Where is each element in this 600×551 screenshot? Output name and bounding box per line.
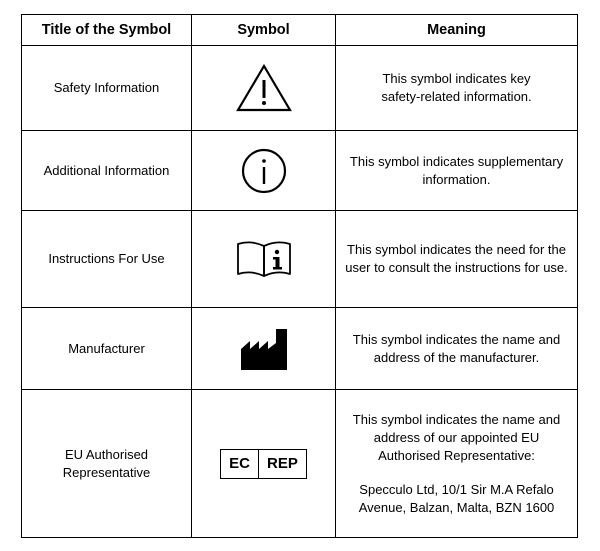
representative-address: Specculo Ltd, 10/1 Sir M.A Refalo Avenue, Balzan, Malta, BZN 1600: [358, 481, 555, 515]
table-row: [22, 390, 578, 538]
ec-rep-icon: [220, 449, 307, 479]
row-symbol: [192, 390, 336, 538]
row-title: Manufacturer: [22, 308, 192, 390]
table-row: [22, 308, 578, 390]
row-meaning-cell: [336, 390, 578, 538]
info-circle-icon: [240, 147, 288, 195]
row-symbol: [192, 46, 336, 131]
row-title: EU Authorised Representative: [22, 390, 192, 538]
row-title: Additional Information: [22, 131, 192, 211]
header-title: Title of the Symbol: [22, 15, 192, 46]
row-meaning: This symbol indicates the name and address of our appointed EU Authorised Representative:: [352, 411, 561, 463]
row-title: Instructions For Use: [22, 211, 192, 308]
row-symbol: [192, 308, 336, 390]
warning-triangle-icon: [235, 63, 293, 113]
header-meaning: Meaning: [336, 15, 578, 46]
table-row: [22, 211, 578, 308]
header-symbol: Symbol: [192, 15, 336, 46]
rep-label: REP: [258, 450, 306, 478]
row-title: Safety Information: [22, 46, 192, 131]
row-meaning: This symbol indicates the name and address of the manufacturer.: [336, 308, 578, 390]
factory-icon: [240, 327, 288, 371]
row-meaning: This symbol indicates the need for the user to consult the instructions for use.: [336, 211, 578, 308]
table-row: [22, 131, 578, 211]
row-symbol: [192, 211, 336, 308]
instruction-book-icon: [235, 239, 293, 279]
header-row: [22, 15, 578, 46]
ec-label: EC: [229, 454, 250, 472]
row-meaning: This symbol indicates supplementary information.: [336, 131, 578, 211]
row-meaning: This symbol indicates key safety-related information.: [336, 46, 578, 131]
table-row: [22, 46, 578, 131]
row-symbol: [192, 131, 336, 211]
symbol-table: [21, 14, 578, 538]
